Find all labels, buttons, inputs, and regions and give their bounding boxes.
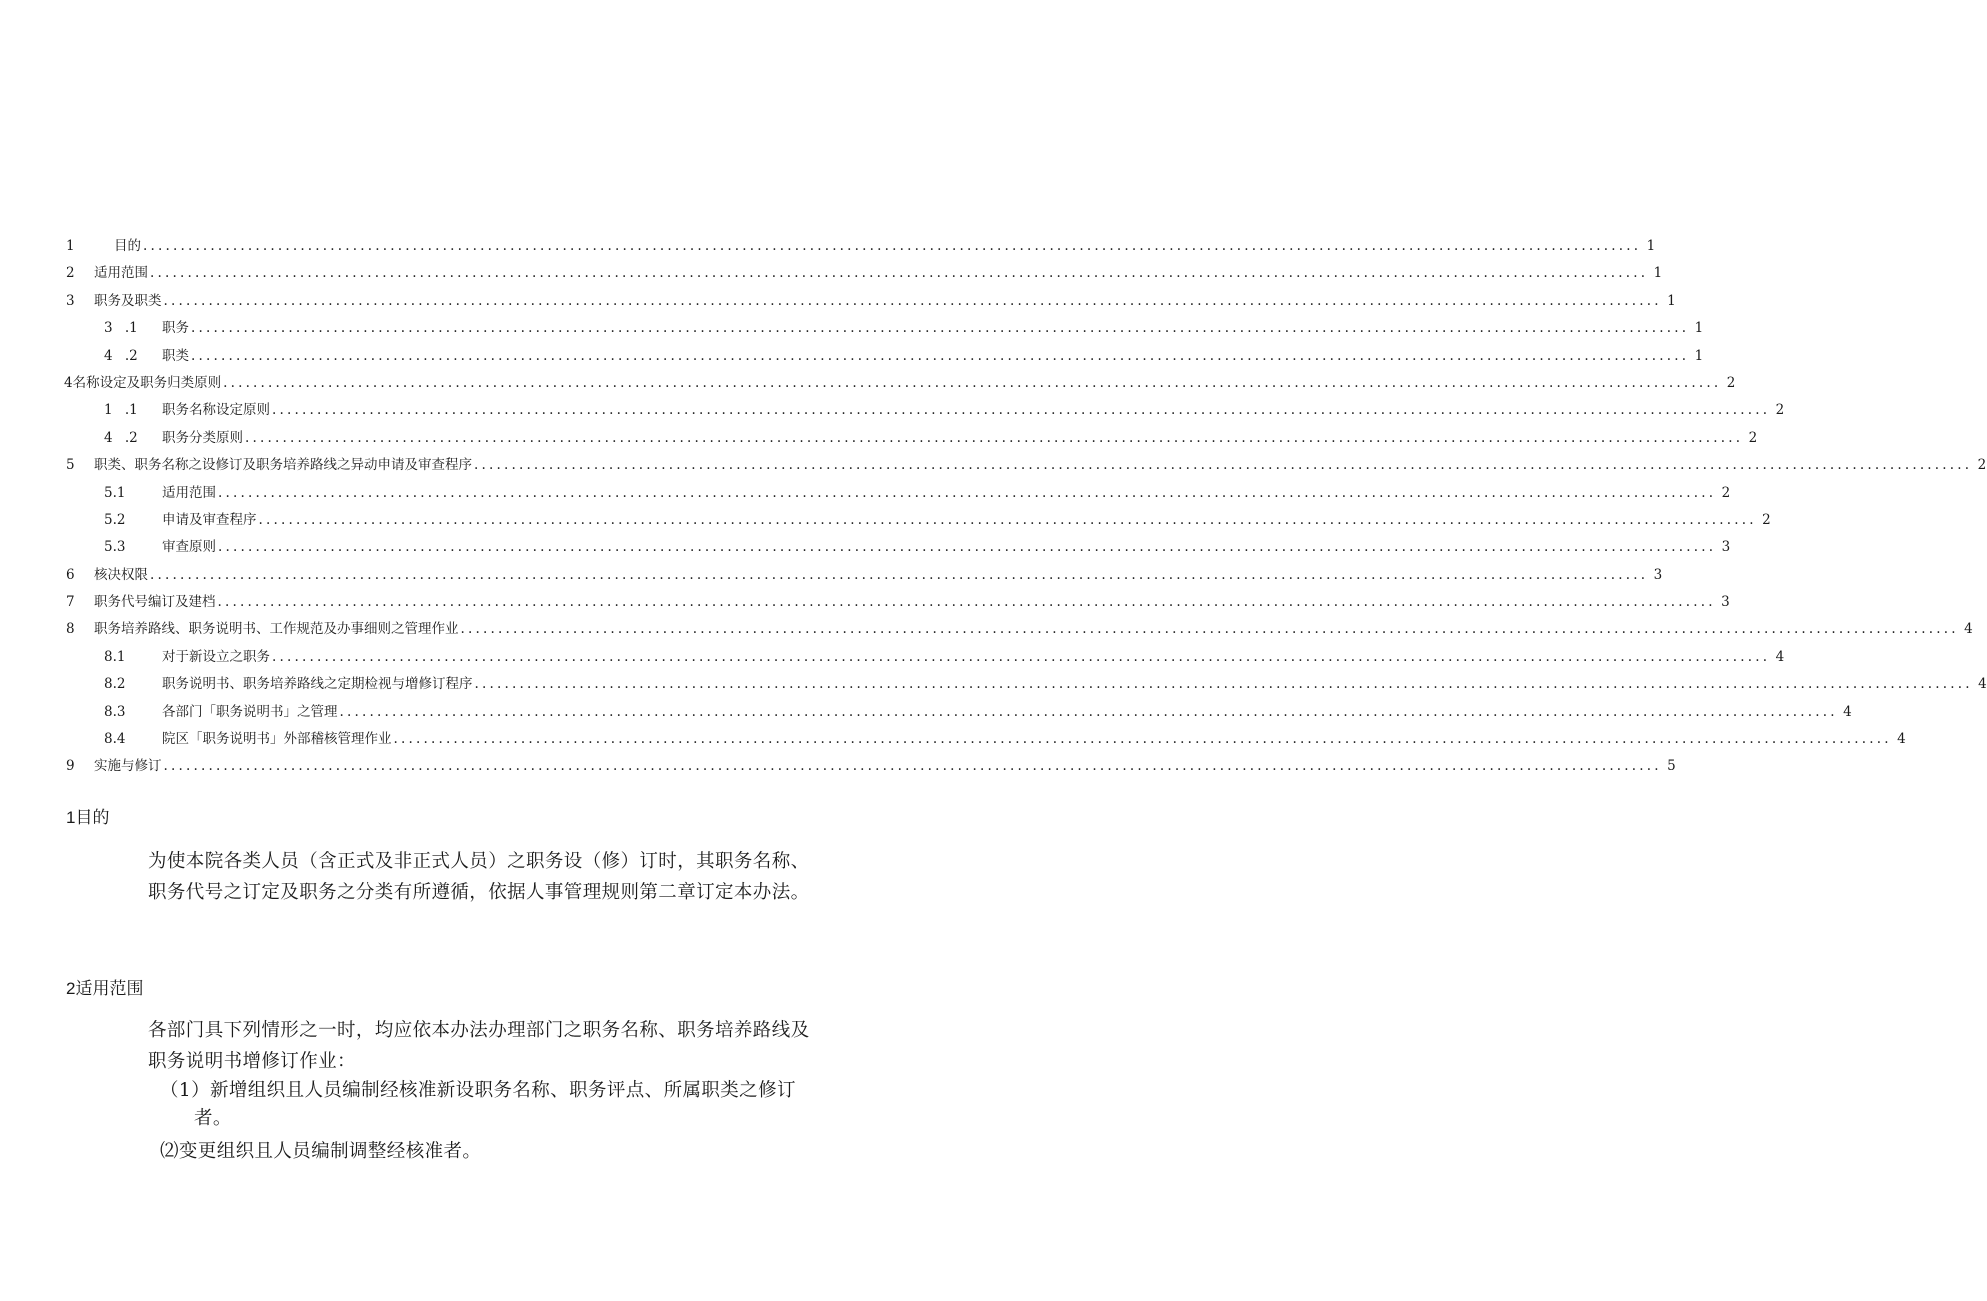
toc-entry-number: 3 .1 (104, 320, 138, 337)
section-1-body-line-2: 职务代号之订定及职务之分类有所遵循，依据人事管理规则第二章订定本办法。 (148, 882, 810, 903)
toc-dot-leader: ........................................................................................................................................................................................................ (191, 320, 1690, 337)
toc-dot-leader: ........................................................................................................................................................................................................ (272, 648, 1771, 665)
toc-entry-number: 8.1 (104, 648, 126, 665)
toc-entry-title: 实施与修订 (94, 758, 162, 775)
toc-entry-number: 4 .2 (104, 429, 138, 446)
toc-entry-number: 4 (64, 374, 73, 391)
toc-entry[interactable] (0, 425, 1758, 452)
toc-entry-page: 1 (1646, 238, 1656, 254)
section-2-item-1-line-1: （1）新增组织且人员编制经核准新设职务名称、职务评点、所属职类之修订 (160, 1080, 796, 1101)
toc-entry-title: 对于新设立之职务 (162, 648, 270, 665)
toc-entry-page: 2 (1762, 511, 1771, 528)
toc-entry[interactable] (0, 589, 1730, 616)
toc-entry-title: 职务代号编订及建档 (94, 594, 216, 611)
toc-entry-title: 职务说明书、职务培养路线之定期检视与增修订程序 (162, 676, 473, 693)
toc-entry-number: 1 (66, 238, 75, 254)
toc-entry-page: 4 (1843, 703, 1852, 720)
toc-dot-leader: ........................................................................................................................................................................................................ (474, 676, 1973, 693)
toc-entry-title: 职务培养路线、职务说明书、工作规范及办事细则之管理作业 (94, 621, 459, 638)
toc-entry-page: 5 (1667, 758, 1676, 775)
toc-entry-page: 3 (1721, 539, 1731, 556)
toc-dot-leader: ........................................................................................................................................................................................................ (150, 265, 1649, 282)
toc-dot-leader: ........................................................................................................................................................................................................ (460, 621, 1959, 638)
toc-dot-leader: ........................................................................................................................................................................................................ (258, 511, 1757, 528)
toc-entry-title: 各部门「职务说明书」之管理 (162, 703, 338, 720)
toc-entry[interactable] (0, 315, 1704, 342)
toc-entry-number: 8 (66, 621, 75, 638)
toc-entry-number: 5 (66, 457, 75, 474)
toc-entry-number: 1 .1 (104, 402, 138, 419)
toc-dot-leader: ........................................................................................................................................................................................................ (474, 457, 1973, 474)
toc-entry-title: 审查原则 (162, 539, 216, 556)
toc-entry[interactable] (0, 616, 1973, 643)
toc-entry-title: 适用范围 (162, 484, 216, 501)
toc-entry-page: 4 (1775, 648, 1785, 665)
toc-entry[interactable] (0, 260, 1663, 287)
toc-entry-title: 职务 (162, 320, 189, 337)
toc-dot-leader: ........................................................................................................................................................................................................ (163, 758, 1662, 775)
toc-entry-page: 4 (1978, 676, 1987, 693)
toc-dot-leader: ........................................................................................................................................................................................................ (245, 429, 1744, 446)
toc-entry-title: 职类、职务名称之设修订及职务培养路线之异动申请及审查程序 (94, 457, 472, 474)
toc-dot-leader: ........................................................................................................................................................................................................ (191, 347, 1690, 364)
toc-entry-number: 8.4 (104, 731, 126, 748)
toc-entry-title: 适用范围 (94, 265, 148, 282)
toc-entry-title: 目的 (114, 238, 141, 254)
toc-entry-page: 2 (1721, 484, 1731, 501)
toc-entry[interactable] (0, 343, 1704, 370)
toc-entry[interactable] (0, 452, 1987, 479)
toc-dot-leader: ........................................................................................................................................................................................................ (223, 374, 1722, 391)
toc-entry-number: 2 (66, 265, 75, 282)
toc-entry-page: 1 (1694, 320, 1704, 337)
toc-entry-number: 9 (66, 758, 75, 775)
toc-entry-number: 8.3 (104, 703, 126, 720)
section-1-title: 目的 (75, 808, 110, 828)
toc-entry[interactable] (0, 233, 1656, 260)
toc-entry-number: 5.1 (104, 484, 126, 501)
toc-entry[interactable] (0, 671, 1987, 698)
section-2-number: 2 (66, 979, 76, 998)
toc-entry-page: 4 (1897, 731, 1906, 748)
toc-dot-leader: ........................................................................................................................................................................................................ (150, 566, 1649, 583)
toc-entry-page: 4 (1964, 621, 1973, 638)
toc-entry-page: 2 (1775, 402, 1785, 419)
section-1-body (148, 846, 868, 908)
toc-entry-title: 职务及职类 (94, 292, 162, 309)
toc-entry-title: 核决权限 (94, 566, 148, 583)
section-1-body-line-1: 为使本院各类人员（含正式及非正式人员）之职务设（修）订时，其职务名称、 (148, 851, 810, 872)
table-of-contents (0, 233, 1987, 781)
section-2-item-1 (160, 1077, 796, 1133)
toc-entry[interactable] (0, 534, 1731, 561)
toc-entry-page: 1 (1694, 347, 1704, 364)
toc-dot-leader: ........................................................................................................................................................................................................ (163, 292, 1662, 309)
toc-entry[interactable] (0, 699, 1852, 726)
toc-dot-leader: ........................................................................................................................................................................................................ (218, 539, 1717, 556)
toc-entry-page: 1 (1653, 265, 1663, 282)
toc-entry-page: 1 (1667, 292, 1676, 309)
toc-entry-page: 2 (1977, 457, 1987, 474)
toc-dot-leader: ........................................................................................................................................................................................................ (217, 594, 1716, 611)
toc-entry-page: 3 (1721, 594, 1730, 611)
section-2-body (148, 1015, 868, 1077)
section-2-body-line-2: 职务说明书增修订作业： (148, 1051, 356, 1072)
toc-entry[interactable] (0, 726, 1906, 753)
section-1-heading (66, 803, 109, 828)
toc-entry-title: 申请及审查程序 (162, 511, 257, 528)
section-1-number: 1 (66, 808, 76, 827)
section-2-heading (66, 974, 143, 999)
toc-dot-leader: ........................................................................................................................................................................................................ (143, 238, 1642, 254)
toc-entry-title: 职务名称设定原则 (162, 402, 270, 419)
toc-entry[interactable] (0, 288, 1676, 315)
toc-entry[interactable] (0, 562, 1663, 589)
toc-entry-number: 4 .2 (104, 347, 138, 364)
toc-dot-leader: ........................................................................................................................................................................................................ (339, 703, 1838, 720)
toc-entry-page: 3 (1653, 566, 1663, 583)
toc-dot-leader: ........................................................................................................................................................................................................ (393, 731, 1892, 748)
toc-entry-title: 名称设定及职务归类原则 (72, 374, 222, 391)
toc-entry[interactable] (0, 397, 1785, 424)
toc-entry[interactable] (0, 507, 1771, 534)
toc-dot-leader: ........................................................................................................................................................................................................ (218, 484, 1717, 501)
toc-entry-title: 院区「职务说明书」外部稽核管理作业 (162, 731, 392, 748)
toc-entry-number: 7 (66, 594, 75, 611)
toc-entry-number: 8.2 (104, 676, 126, 693)
toc-entry-number: 5.2 (104, 511, 126, 528)
toc-entry-title: 职类 (162, 347, 189, 364)
toc-dot-leader: ........................................................................................................................................................................................................ (272, 402, 1771, 419)
section-2-body-line-1: 各部门具下列情形之一时，均应依本办法办理部门之职务名称、职务培养路线及 (148, 1020, 810, 1041)
toc-entry-number: 6 (66, 566, 75, 583)
toc-entry[interactable] (0, 480, 1731, 507)
toc-entry[interactable] (0, 753, 1676, 780)
section-2-item-1-line-2: 者。 (194, 1108, 232, 1129)
toc-entry[interactable] (0, 644, 1785, 671)
toc-entry-page: 2 (1748, 429, 1758, 446)
section-2-item-2: ⑵变更组织且人员编制调整经核准者。 (160, 1141, 482, 1162)
toc-entry[interactable] (0, 370, 1736, 397)
toc-entry-number: 5.3 (104, 539, 126, 556)
toc-entry-title: 职务分类原则 (162, 429, 243, 446)
toc-entry-number: 3 (66, 292, 75, 309)
section-2-title: 适用范围 (75, 979, 144, 999)
toc-entry-page: 2 (1726, 374, 1736, 391)
